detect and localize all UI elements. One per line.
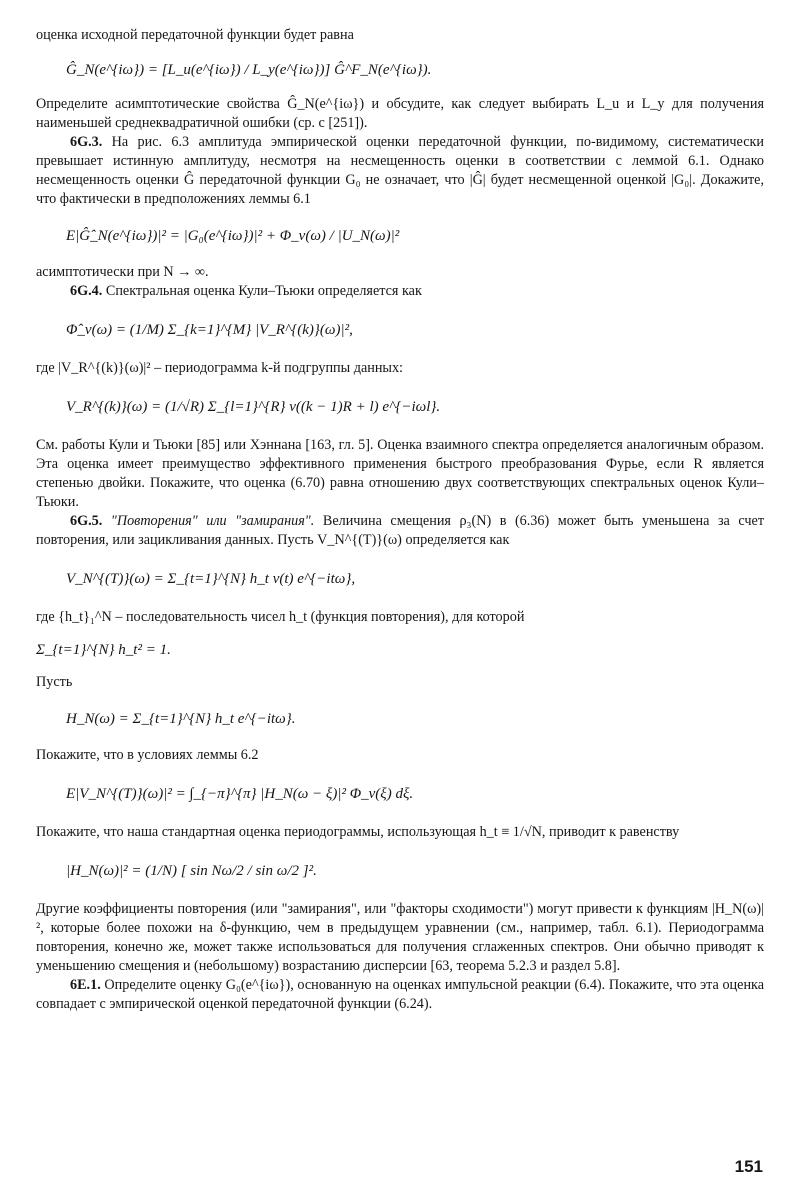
page-number: 151 <box>734 1157 763 1176</box>
paragraph-standard-estimate: Покажите, что наша стандартная оценка периодограммы, использующая h_t ≡ 1/√N, приводит к равенству <box>36 824 680 840</box>
paragraph-let: Пусть <box>36 674 73 690</box>
section-text: Определите оценку G₀(e^{iω}), основанную на оценках импульсной реакции (6.4). Покажите, что эта оценка совпадает с эмпирической оценкой передаточной функции (6.24). <box>36 977 765 1012</box>
equation-4: V_R^{(k)}(ω) = (1/√R) Σ_{l=1}^{R} v((k − 1)R + l) e^{−iωl}. <box>66 399 441 415</box>
section-6g5 <box>36 512 764 550</box>
section-label: 6G.3. <box>70 134 103 150</box>
equation-8: E|V_N^{(T)}(ω)|² = ∫_{−π}^{π} |H_N(ω − ξ)|² Φ_v(ξ) dξ. <box>66 786 414 802</box>
section-label: 6G.5. <box>70 513 103 529</box>
section-title: "Повторения" или "замирания". <box>110 513 315 529</box>
paragraph-periodogram: где |V_R^{(k)}(ω)|² – периодограмма k-й подгруппы данных: <box>36 360 403 376</box>
section-6e1 <box>36 976 764 1014</box>
paragraph-lemma: Покажите, что в условиях леммы 6.2 <box>36 747 259 763</box>
paragraph-sequence: где {h_t}₁^N – последовательность чисел h_t (функция повторения), для которой <box>36 609 525 625</box>
paragraph-cooley-tukey: См. работы Кули и Тьюки [85] или Хэннана [163, гл. 5]. Оценка взаимного спектра определяется аналогичным образом. Эта оценка имеет преимущество эффективного применения быстрого преобразования Фурье, если R является степенью двойки. Покажите, что оценка (6.70) равна отношению двух соответствующих спектральных оценок Кули–Тьюки. <box>36 437 764 510</box>
section-text: Величина смещения ρ₃(N) в (6.36) может быть уменьшена за счет повторения, или зацикливания данных. Пусть V_N^{(T)}(ω) определяется как <box>36 513 765 548</box>
section-label: 6G.4. <box>70 283 103 299</box>
section-6g3 <box>36 133 764 209</box>
section-text: На рис. 6.3 амплитуда эмпирической оценки передаточной функции, по-видимому, систематически превышает истинную амплитуду, несмотря на несмещенность оценки в соответствии с леммой 6.1. Однако несмещенность оценки Ĝ передаточной функции G₀ не означает, что |Ĝ| будет несмещенной оценкой |G₀|. Докажите, что фактически в предположениях леммы 6.1 <box>36 134 764 207</box>
paragraph-asymptotic: Определите асимптотические свойства Ĝ_N(e^{iω}) и обсудите, как следует выбирать L_u и L_y для получения наименьшей среднеквадратичной ошибки (ср. с [251]). <box>36 96 764 131</box>
equation-5: V_N^{(T)}(ω) = Σ_{t=1}^{N} h_t v(t) e^{−itω}, <box>66 571 356 587</box>
section-6g4 <box>36 282 764 301</box>
equation-6: Σ_{t=1}^{N} h_t² = 1. <box>36 642 171 658</box>
paragraph-asymptotic-limit: асимптотически при N → ∞. <box>36 264 209 280</box>
section-label: 6E.1. <box>70 977 101 993</box>
equation-3: Φ̂_v(ω) = (1/M) Σ_{k=1}^{M} |V_R^{(k)}(ω)|², <box>66 322 353 338</box>
paragraph-other-coefficients: Другие коэффициенты повторения (или "замирания", или "факторы сходимости") могут привести к функциям |H_N(ω)|², которые более похожи на δ-функцию, чем в предыдущем уравнении (см., например, табл. 6.1). Периодограмма повторения, конечно же, может также использоваться для получения сглаженных спектров. Они обычно приводят к уменьшению смещения и (небольшому) возрастанию дисперсии [63, теорема 5.2.3 и раздел 5.8]. <box>36 901 764 974</box>
paragraph-intro: оценка исходной передаточной функции будет равна <box>36 27 354 43</box>
equation-2: E|Ĝ̂_N(e^{iω})|² = |G₀(e^{iω})|² + Φ_v(ω) / |U_N(ω)|² <box>66 228 400 244</box>
section-text: Спектральная оценка Кули–Тьюки определяется как <box>105 283 422 299</box>
equation-1: Ĝ_N(e^{iω}) = [L_u(e^{iω}) / L_y(e^{iω})] Ĝ^F_N(e^{iω}). <box>66 62 432 78</box>
equation-9: |H_N(ω)|² = (1/N) [ sin Nω/2 / sin ω/2 ]². <box>66 863 317 879</box>
equation-7: H_N(ω) = Σ_{t=1}^{N} h_t e^{−itω}. <box>66 711 296 727</box>
page-body <box>36 26 764 1014</box>
